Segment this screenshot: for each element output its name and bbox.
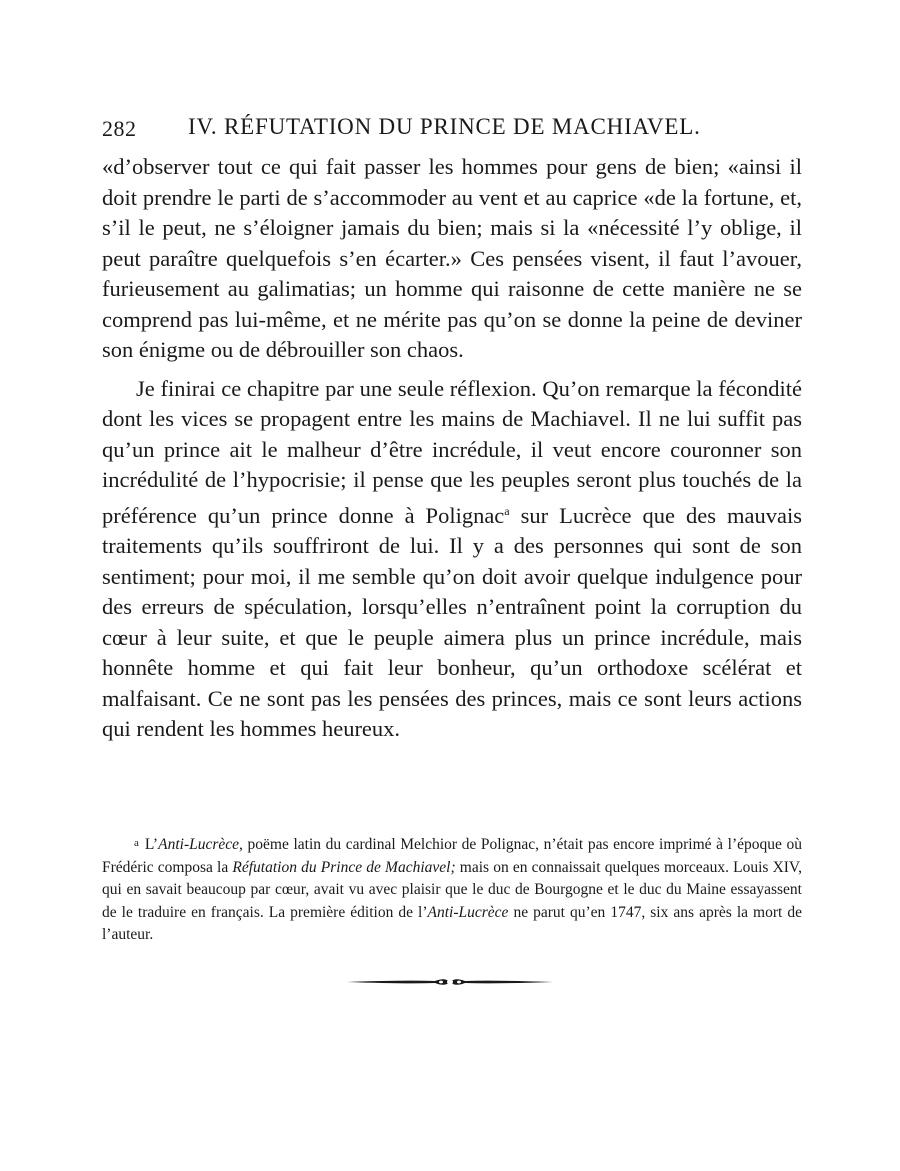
footnote-text: ne parut qu’en 1747, six ans après la mort de l’auteur. (102, 903, 803, 943)
footnote-marker: a (134, 837, 139, 849)
footnote-text: poëme latin du cardinal Melchior de Polignac, n’était pas encore imprimé à l’époque où Frédéric composa la (102, 836, 802, 876)
paragraph (102, 374, 802, 745)
running-title: IV. RÉFUTATION DU PRINCE DE MACHIAVEL. (188, 114, 701, 139)
footnote-title: Anti-Lucrèce (427, 903, 509, 921)
main-text (102, 152, 802, 745)
footnote-text: mais on en connaissait quelques morceaux. Louis XIV, qui en savait beaucoup par cœur, avait vu avec plaisir que le duc de Bourgogne et le duc du Maine essayassent de le traduire en français. La première édition de l’ (102, 858, 802, 921)
paragraph: «d’observer tout ce qui fait passer les hommes pour gens de bien; «ainsi il doit prendre le parti de s’accommoder au vent et au caprice «de la fortune, et, s’il le peut, ne s’éloigner jamais du bien; mais si la «nécessité l’y oblige, il peut paraître quelquefois s’en écarter.» Ces pensées visent, il faut l’avouer, furieusement au galimatias; un homme qui raisonne de cette manière ne se comprend pas lui-même, et ne mérite pas qu’on se donne la peine de deviner son énigme ou de débrouiller son chaos. (102, 154, 802, 362)
footnote-title: Anti-Lucrèce, (158, 836, 243, 853)
paragraph-text: sur Lucrèce que des mauvais traitements qu’ils souffriront de lui. Il y a des personnes qui sont de son sentiment; pour moi, il me semble qu’on doit avoir quelque indulgence pour des erreurs de spéculation, lorsqu’elles n’entraînent point la corruption du cœur à leur suite, et que le peuple aimera plus un prince incrédule, mais honnête homme et qui fait leur bonheur, qu’un orthodoxe scélérat et malfaisant. Ce ne sont pas les pensées des princes, mais ce sont leurs actions qui rendent les hommes heureux. (102, 502, 802, 741)
footnote-text: L’ (144, 836, 159, 853)
tailpiece-ornament-icon (345, 975, 555, 989)
footnote (102, 832, 802, 947)
paragraph-text: Je finirai ce chapitre par une seule réflexion. Qu’on remarque la fécondité dont les vices se propagent entre les mains de Machiavel. Il ne lui suffit pas qu’un prince ait le malheur d’être incrédule, il veut encore couronner son incrédulité de l’hypocrisie; il pense que les peuples seront plus touchés de la préférence qu’un prince donne à Polignac (102, 375, 802, 528)
footnote-title: Réfutation du Prince de Machiavel; (232, 858, 456, 876)
page-header (102, 112, 802, 146)
footnote-reference: a (504, 503, 510, 518)
page-number: 282 (102, 116, 137, 141)
